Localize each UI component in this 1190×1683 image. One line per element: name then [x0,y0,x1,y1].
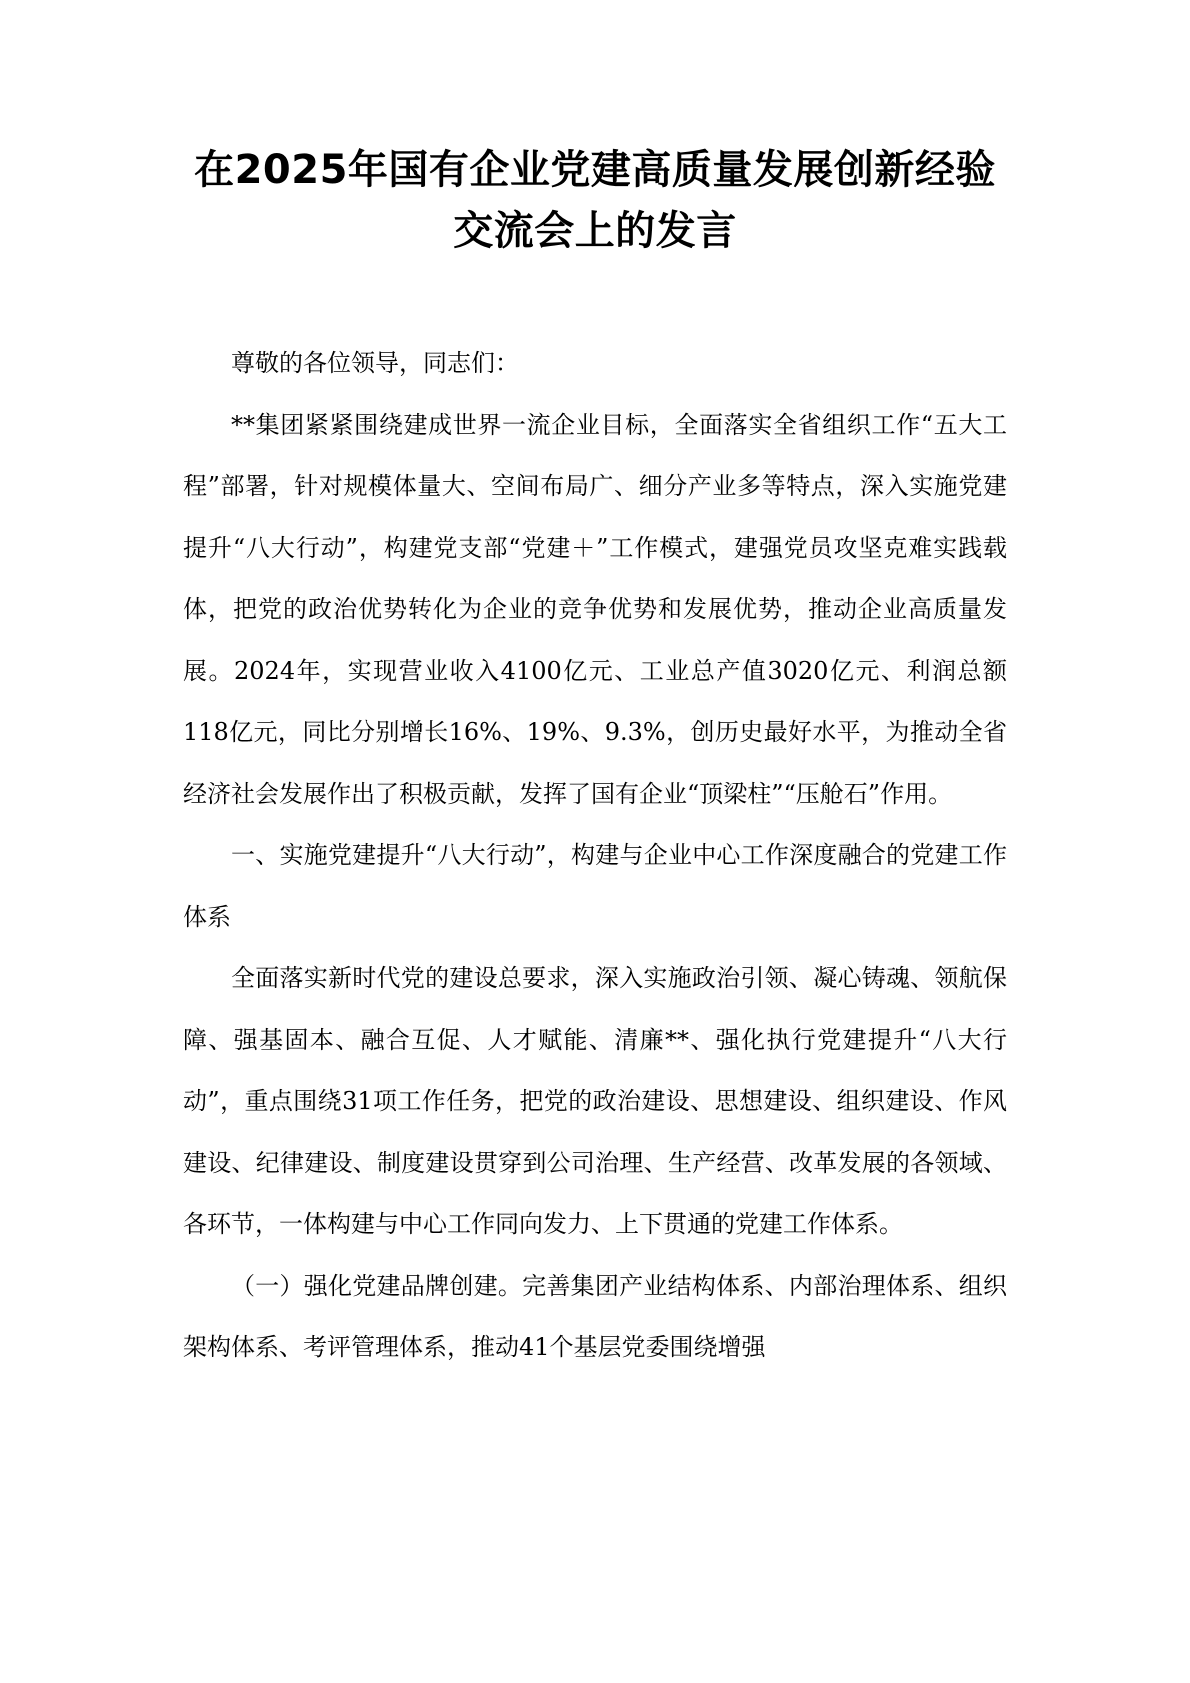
salutation: 尊敬的各位领导，同志们： [231,349,519,377]
document-title: 在2025年国有企业党建高质量发展创新经验交流会上的发言 [194,147,996,254]
paragraph-section-1: 全面落实新时代党的建设总要求，深入实施政治引领、凝心铸魂、领航保障、强基固本、融合互促、人才赋能、清廉**、强化执行党建提升“八大行动”，重点围绕31项工作任务，把党的政治建设、思想建设、组织建设、作风建设、纪律建设、制度建设贯穿到公司治理、生产经营、改革发展的各领域、各环节，一体构建与中心工作同向发力、上下贯通的党建工作体系。 [183,964,1007,1238]
paragraph-subsection-1: （一）强化党建品牌创建。完善集团产业结构体系、内部治理体系、组织架构体系、考评管理体系，推动41个基层党委围绕增强 [183,1271,1007,1361]
section-heading-1: 一、实施党建提升“八大行动”，构建与企业中心工作深度融合的党建工作体系 [183,841,1007,931]
paragraph-intro: **集团紧紧围绕建成世界一流企业目标，全面落实全省组织工作“五大工程”部署，针对规模体量大、空间布局广、细分产业多等特点，深入实施党建提升“八大行动”，构建党支部“党建＋”工作模式，建强党员攻坚克难实践载体，把党的政治优势转化为企业的竞争优势和发展优势，推动企业高质量发展。2024年，实现营业收入4100亿元、工业总产值3020亿元、利润总额118亿元，同比分别增长16%、19%、9.3%，创历史最好水平，为推动全省经济社会发展作出了积极贡献，发挥了国有企业“顶梁柱”“压舱石”作用。 [183,410,1007,808]
document-body [183,333,1007,1379]
